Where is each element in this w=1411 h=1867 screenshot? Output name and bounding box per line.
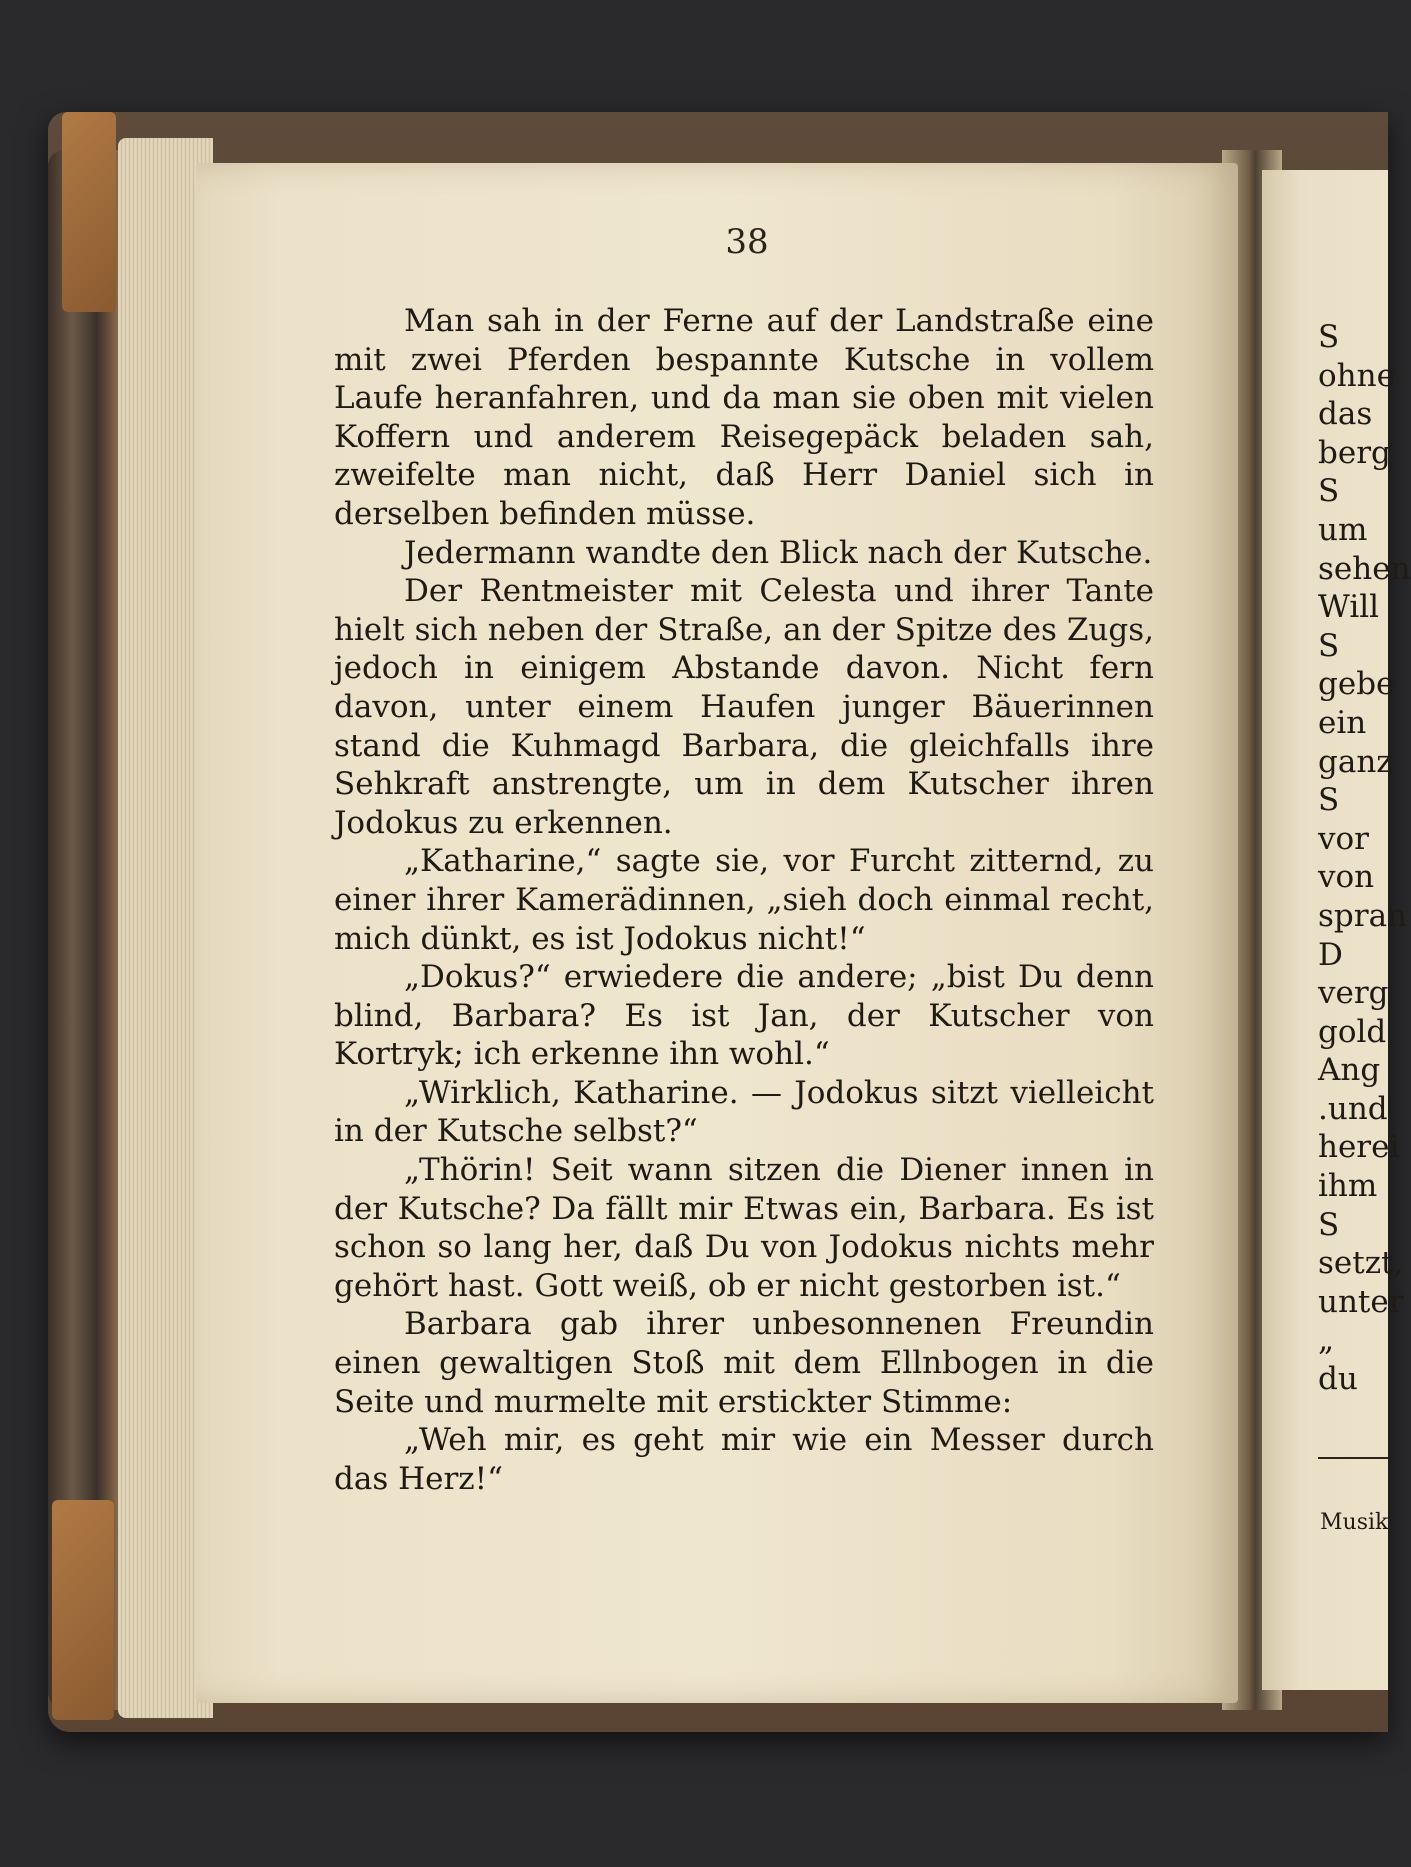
right-page-line: ihm <box>1318 1168 1378 1205</box>
right-page-line: das <box>1318 396 1373 433</box>
right-page-line: setzt, <box>1318 1245 1404 1282</box>
paragraph: „Wirklich, Katharine. — Jodokus sitzt vielleicht in der Kutsche selbst?“ <box>334 1074 1154 1150</box>
right-page-line: Will <box>1318 589 1380 626</box>
right-page-line: verg <box>1318 975 1389 1012</box>
right-page-text <box>1318 318 1411 1399</box>
right-page-line: sehen <box>1318 550 1411 587</box>
right-page-line: um <box>1318 511 1368 548</box>
footnote-rule <box>1318 1457 1388 1459</box>
right-page-line: Ang <box>1318 1052 1381 1089</box>
right-page-line: S <box>1318 627 1340 664</box>
paragraph: Man sah in der Ferne auf der Landstraße eine mit zwei Pferden bespannte Kutsche in vollem Laufe heranfahren, und da man sie oben mit vielen Koffern und anderem Reisegepäck beladen sah, zweifelte man nicht, daß Herr Daniel sich in derselben befinden müsse. <box>334 303 1154 532</box>
right-page-line: S <box>1318 782 1340 819</box>
right-page-line: S <box>1318 473 1340 510</box>
paragraph: Der Rentmeister mit Celesta und ihrer Tante hielt sich neben der Straße, an der Spitze des Zugs, jedoch in einigem Abstande davon. Nicht fern davon, unter einem Haufen junger Bäuerinnen stand die Kuhmagd Barbara, die gleichfalls ihre Sehkraft anstrengte, um in dem Kutscher ihren Jodokus zu erkennen. <box>334 573 1154 841</box>
right-page-line: vor <box>1318 820 1369 857</box>
right-page-line: unter <box>1318 1283 1404 1320</box>
right-page-line: spran <box>1318 897 1408 934</box>
paragraph: „Weh mir, es geht mir wie ein Messer durch das Herz!“ <box>334 1422 1154 1497</box>
right-page-line: gold <box>1318 1013 1387 1050</box>
right-page-line: .und <box>1318 1090 1388 1127</box>
paragraph: „Dokus?“ erwiedere die andere; „bist Du denn blind, Barbara? Es ist Jan, der Kutscher von Kortryk; ich erkenne ihn wohl.“ <box>334 959 1154 1073</box>
page-number: 38 <box>725 222 769 262</box>
right-page-line: S <box>1318 319 1340 355</box>
right-page-line: von <box>1318 859 1375 896</box>
right-page-line: du <box>1318 1361 1358 1398</box>
right-page-footnote: Musik <box>1320 1510 1389 1535</box>
right-page-line: berg <box>1318 434 1391 471</box>
left-page-text <box>334 302 1154 1498</box>
right-page-line: S <box>1318 1206 1340 1243</box>
right-page-line: „ <box>1318 1322 1335 1359</box>
right-page-line: D <box>1318 936 1343 973</box>
right-page-line: ohne <box>1318 357 1395 394</box>
right-page-line: herei <box>1318 1129 1400 1166</box>
right-page-line: ein <box>1318 704 1367 741</box>
paragraph: „Thörin! Seit wann sitzen die Diener innen in der Kutsche? Da fällt mir Etwas ein, Barbara. Es ist schon so lang her, daß Du von Jodokus nichts mehr gehört hast. Gott weiß, ob er nicht gestorben ist.“ <box>334 1152 1154 1304</box>
paragraph: Jedermann wandte den Blick nach der Kutsche. <box>404 534 1153 571</box>
leather-corner-top <box>62 112 116 312</box>
paragraph: „Katharine,“ sagte sie, vor Furcht zitternd, zu einer ihrer Kamerädinnen, „sieh doch einmal recht, mich dünkt, es ist Jodokus nicht!“ <box>334 843 1154 957</box>
right-page-line: ganz <box>1318 743 1393 780</box>
leather-corner-bottom <box>52 1500 114 1720</box>
paragraph: Barbara gab ihrer unbesonnenen Freundin einen gewaltigen Stoß mit dem Ellnbogen in die Seite und murmelte mit erstickter Stimme: <box>334 1306 1154 1420</box>
right-page-line: gebe <box>1318 666 1395 703</box>
book-spine-edge <box>48 150 118 1710</box>
